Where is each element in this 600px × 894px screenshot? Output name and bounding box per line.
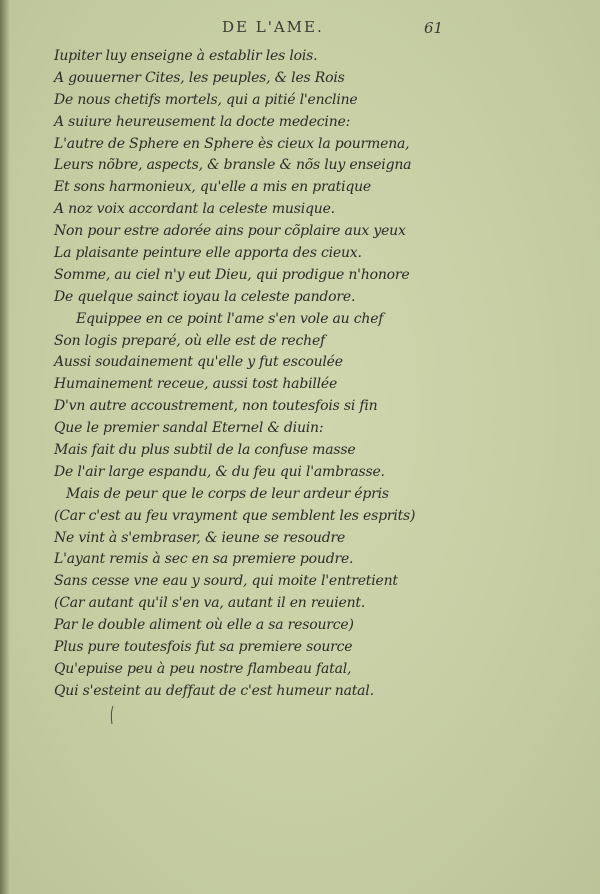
poem-text-block [54,46,416,703]
verse-line: Somme, au ciel n'y eut Dieu, qui prodigue n'honore [54,266,410,283]
verse-line: Non pour estre adorée ains pour cõplaire aux yeux [54,223,406,240]
verse-line: Son logis preparé, où elle est de rechef [54,332,326,349]
verse-line: Et sons harmonieux, qu'elle a mis en pratique [54,179,372,196]
verse-line: Qui s'esteint au deffaut de c'est humeur natal. [54,682,374,699]
verse-line: Mais fait du plus subtil de la confuse masse [54,442,356,459]
verse-line: A gouuerner Cites, les peuples, & les Rois [54,69,345,86]
verse-line: Mais de peur que le corps de leur ardeur épris [66,485,389,502]
verse-line: (Car c'est au feu vrayment que semblent les esprits) [54,507,416,524]
verse-line: Plus pure toutesfois fut sa premiere source [54,639,353,656]
verse-line: A noz voix accordant la celeste musique. [54,201,335,218]
page-gutter-shadow [0,0,10,894]
verse-line: La plaisante peinture elle apporta des cieux. [54,245,362,262]
verse-line: L'ayant remis à sec en sa premiere poudre. [54,551,354,568]
verse-line: De l'air large espandu, & du feu qui l'ambrasse. [54,463,385,480]
verse-line: L'autre de Sphere en Sphere ès cieux la pourmena, [54,135,410,152]
verse-line: (Car autant qu'il s'en va, autant il en reuient. [54,595,366,612]
verse-line: Leurs nõbre, aspects, & bransle & nõs luy enseigna [54,157,412,174]
page-number: 61 [424,19,444,37]
verse-line: Sans cesse vne eau y sourd, qui moite l'entretient [54,573,398,590]
verse-line: Humainement receue, aussi tost habillée [54,376,338,393]
running-title: DE L'AME. [222,18,324,36]
verse-line: A suiure heureusement la docte medecine: [54,113,351,130]
verse-line: Aussi soudainement qu'elle y fut escoulée [54,354,343,371]
verse-line: Ne vint à s'embraser, & ieune se resoudre [54,529,346,546]
verse-line: Qu'epuise peu à peu nostre flambeau fatal, [54,660,352,677]
verse-line: De quelque sainct ioyau la celeste pandore. [54,288,356,305]
pen-mark [110,705,114,725]
verse-line: Equippee en ce point l'ame s'en vole au chef [76,310,384,327]
verse-line: De nous chetifs mortels, qui a pitié l'encline [54,91,358,108]
verse-line: Par le double aliment où elle a sa resource) [54,617,354,634]
verse-line: Iupiter luy enseigne à establir les lois. [54,48,318,64]
verse-line: Que le premier sandal Eternel & diuin: [54,420,324,437]
verse-line: D'vn autre accoustrement, non toutesfois si fin [54,398,378,415]
